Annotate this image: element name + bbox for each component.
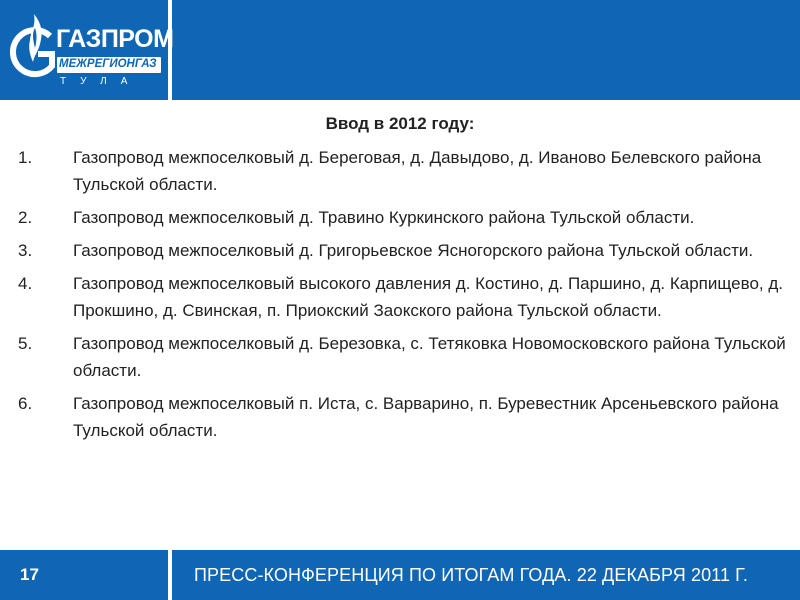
header-bar [172, 0, 800, 100]
list-item [18, 144, 793, 198]
list-item-number: 1. [18, 148, 33, 167]
list-item-number: 2. [18, 208, 33, 227]
list-item [18, 330, 793, 384]
footer-bar [172, 550, 800, 600]
page-number-box [0, 550, 168, 600]
slide-title-text: Ввод в 2012 году: [325, 114, 475, 133]
list-item-text: Газопровод межпоселковый высокого давления д. Костино, д. Паршино, д. Карпищево, д. Прокшино, д. Свинская, п. Приокский Заокского района Тульской области. [73, 274, 784, 320]
logo-subsidiary-text: МЕЖРЕГИОНГАЗ [59, 58, 157, 70]
list-item-text: Газопровод межпоселковый д. Береговая, д. Давыдово, д. Иваново Белевского района Тульской области. [73, 148, 762, 194]
footer [0, 550, 800, 600]
list-item-number: 6. [18, 394, 33, 413]
logo-brand-text: ГАЗПРОМ [56, 25, 174, 53]
list-item [18, 204, 793, 231]
slide-title [0, 114, 800, 134]
list-item-text: Газопровод межпоселковый д. Травино Куркинского района Тульской области. [73, 208, 695, 227]
page-number: 17 [20, 565, 39, 584]
logo [0, 0, 174, 100]
project-list [18, 144, 793, 450]
list-item-text: Газопровод межпоселковый д. Григорьевское Ясногорского района Тульской области. [73, 241, 754, 260]
list-item-number: 5. [18, 334, 33, 353]
list-item [18, 390, 793, 444]
list-item [18, 270, 793, 324]
slide-content [0, 100, 800, 550]
list-item-text: Газопровод межпоселковый п. Иста, с. Варварино, п. Буревестник Арсеньевского района Тульской области. [73, 394, 779, 440]
header [0, 0, 800, 100]
list-item [18, 237, 793, 264]
logo-city-text: ТУЛА [60, 76, 142, 87]
list-item-number: 4. [18, 274, 33, 293]
list-item-number: 3. [18, 241, 33, 260]
footer-caption: ПРЕСС-КОНФЕРЕНЦИЯ ПО ИТОГАМ ГОДА. 22 ДЕКАБРЯ 2011 Г. [194, 565, 748, 585]
list-item-text: Газопровод межпоселковый д. Березовка, с. Тетяковка Новомосковского района Тульской области. [73, 334, 786, 380]
